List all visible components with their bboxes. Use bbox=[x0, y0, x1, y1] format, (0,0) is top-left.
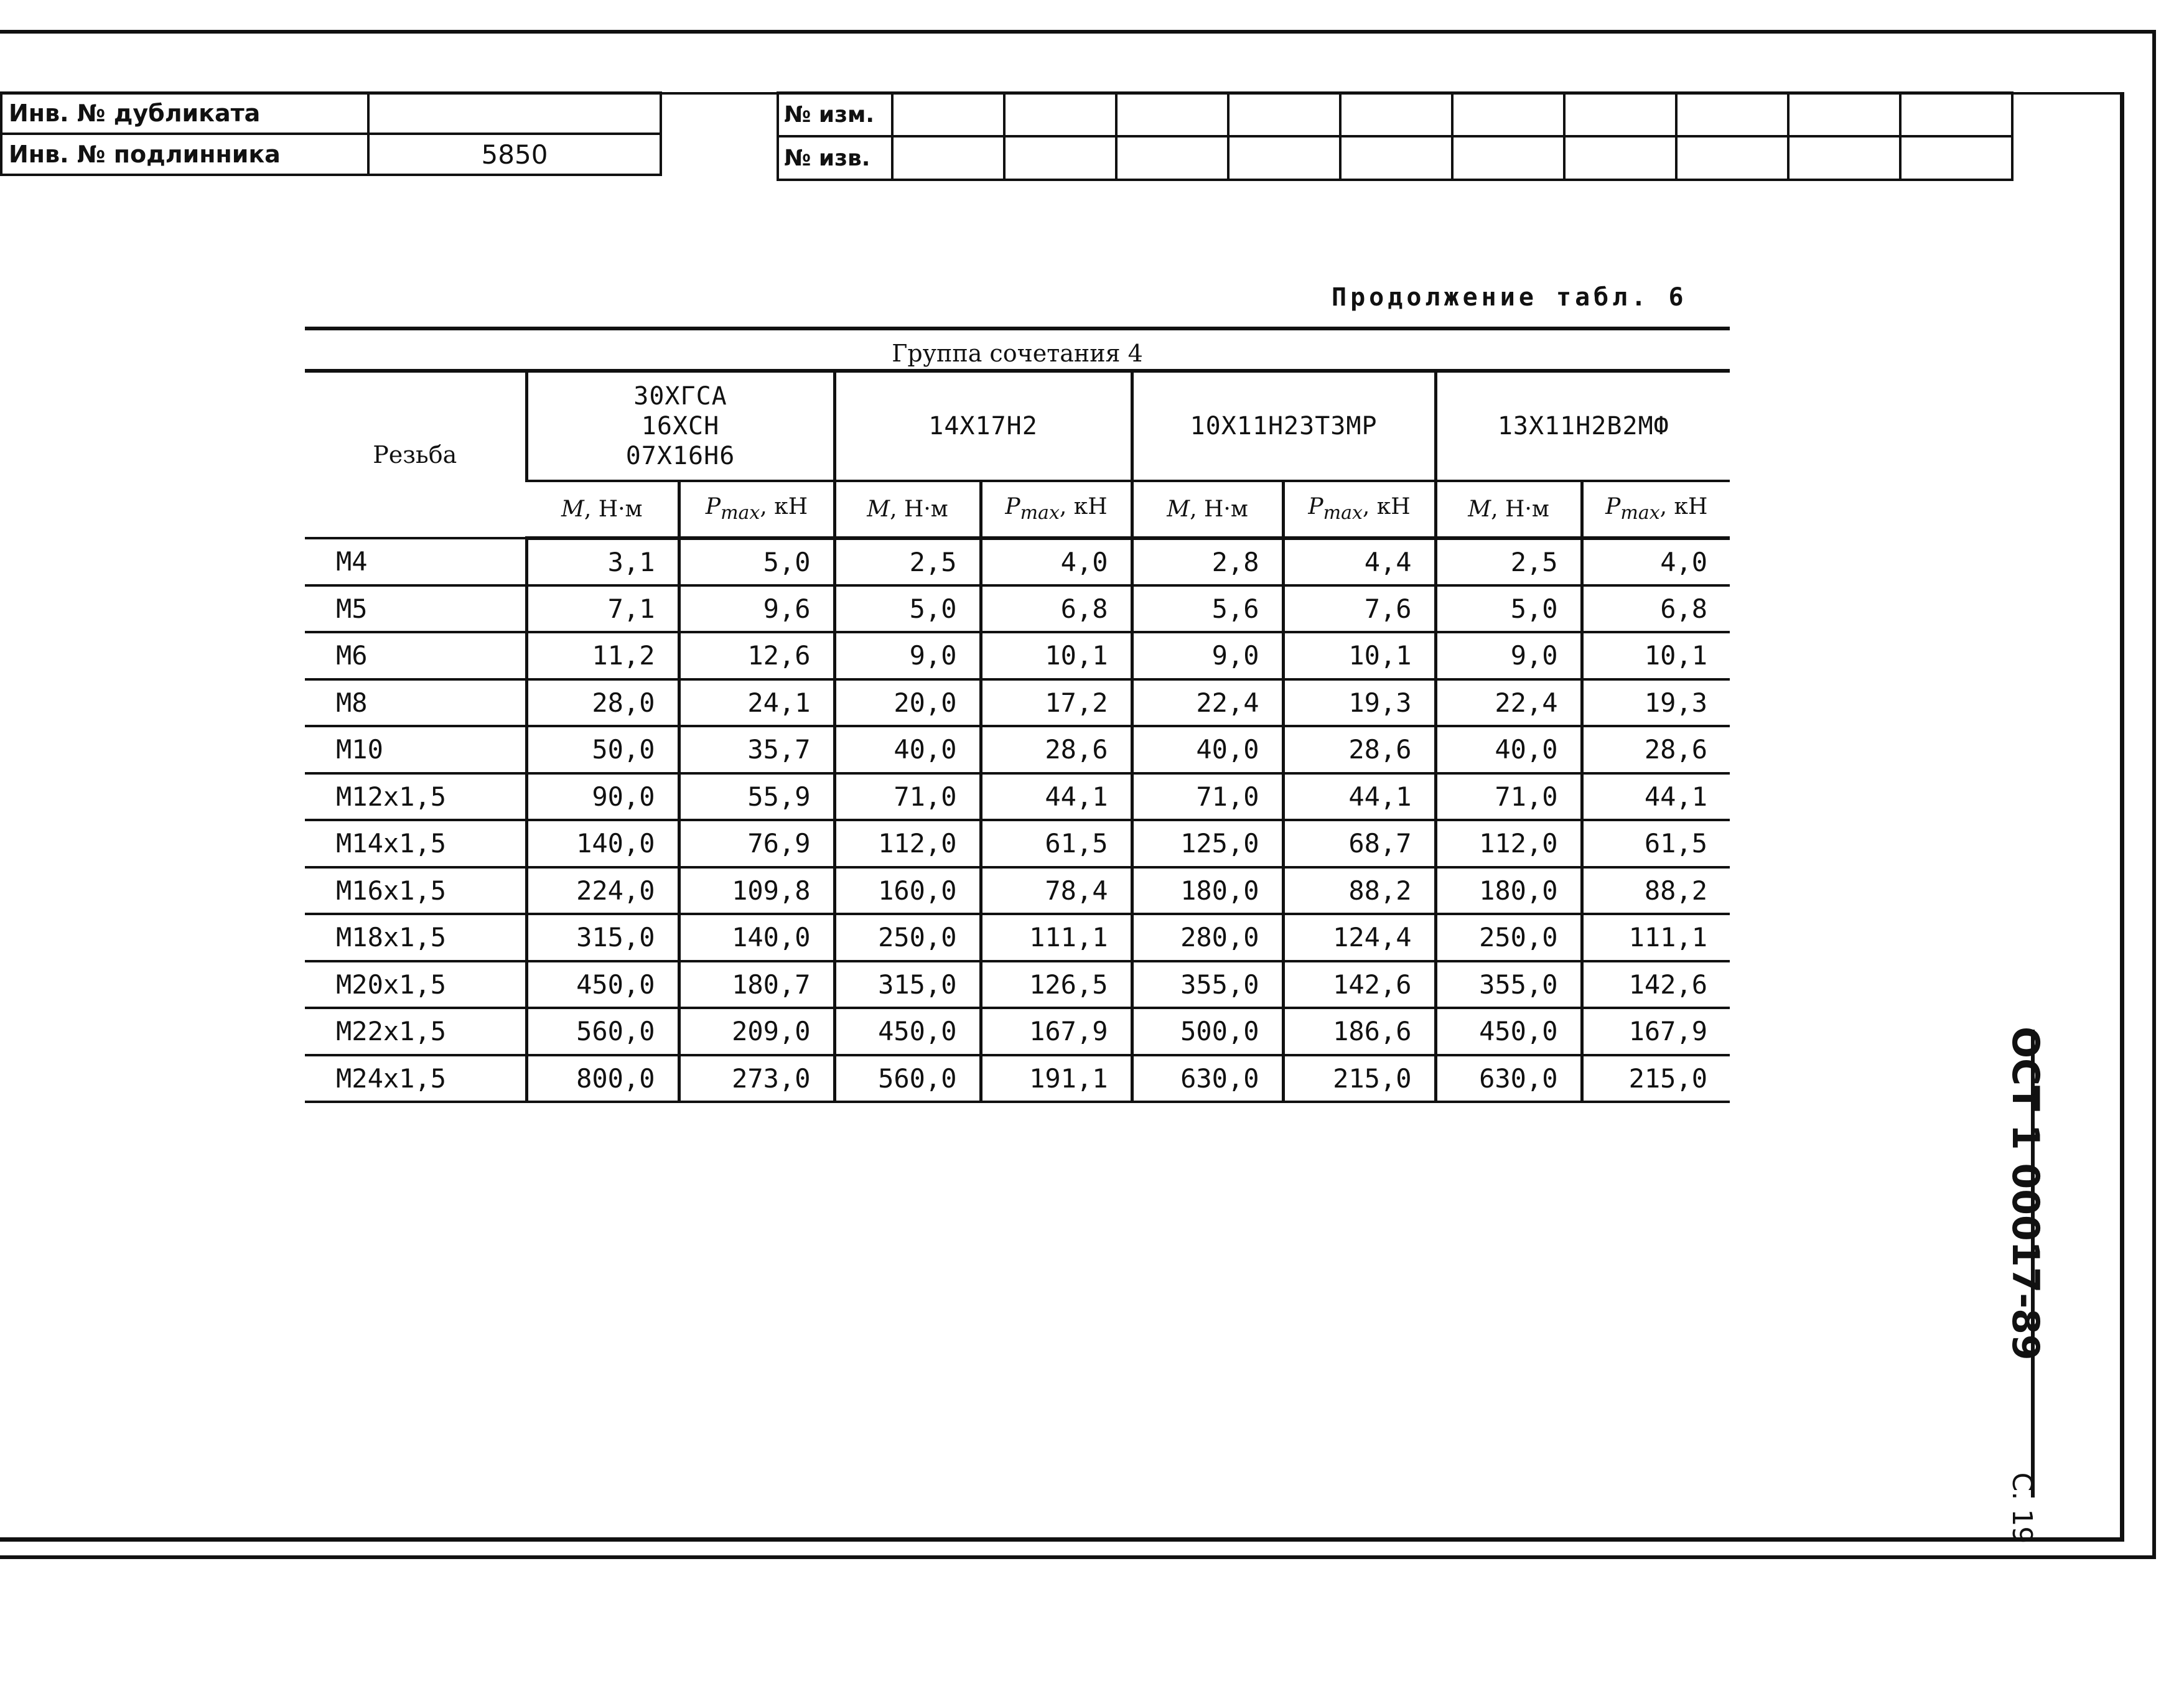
thread-header: Резьба bbox=[305, 373, 526, 538]
force-value-cell: 124,4 bbox=[1283, 914, 1435, 961]
force-value-cell: 88,2 bbox=[1283, 867, 1435, 915]
table-row bbox=[305, 726, 1730, 773]
torque-value-cell: 180,0 bbox=[1132, 867, 1283, 915]
stamp-cell bbox=[1228, 93, 1340, 136]
force-value-cell: 215,0 bbox=[1283, 1055, 1435, 1102]
torque-table-wrap bbox=[305, 327, 1730, 1103]
torque-value-cell: 560,0 bbox=[526, 1008, 679, 1055]
force-value-cell: 10,1 bbox=[1582, 632, 1730, 679]
torque-value-cell: 180,0 bbox=[1435, 867, 1582, 915]
torque-value-cell: 250,0 bbox=[834, 914, 981, 961]
force-value-cell: 4,0 bbox=[981, 538, 1132, 585]
stamp-cell bbox=[1564, 136, 1676, 180]
force-value-cell: 19,3 bbox=[1283, 679, 1435, 727]
torque-value-cell: 9,0 bbox=[1435, 632, 1582, 679]
stamp-cell bbox=[1564, 93, 1676, 136]
torque-unit-header bbox=[834, 481, 981, 538]
force-unit: , кН bbox=[1059, 494, 1108, 520]
torque-value-cell: 50,0 bbox=[526, 726, 679, 773]
stamp-cell bbox=[1004, 136, 1116, 180]
stamp-cell bbox=[1452, 136, 1564, 180]
force-value-cell: 191,1 bbox=[981, 1055, 1132, 1102]
force-value-cell: 28,6 bbox=[1582, 726, 1730, 773]
stamp-cell bbox=[1676, 136, 1788, 180]
torque-value-cell: 630,0 bbox=[1132, 1055, 1283, 1102]
steel-grade-header bbox=[1435, 373, 1730, 481]
thread-size-cell: M24x1,5 bbox=[305, 1055, 526, 1102]
table-row bbox=[305, 914, 1730, 961]
force-value-cell: 12,6 bbox=[679, 632, 834, 679]
force-value-cell: 78,4 bbox=[981, 867, 1132, 915]
force-value-cell: 9,6 bbox=[679, 585, 834, 633]
force-symbol: P bbox=[1605, 494, 1621, 520]
torque-value-cell: 112,0 bbox=[834, 820, 981, 867]
torque-unit: , Н·м bbox=[1491, 496, 1549, 522]
torque-symbol: M bbox=[1167, 496, 1190, 522]
force-value-cell: 19,3 bbox=[1582, 679, 1730, 727]
force-value-cell: 10,1 bbox=[1283, 632, 1435, 679]
torque-symbol: M bbox=[561, 496, 584, 522]
force-value-cell: 7,6 bbox=[1283, 585, 1435, 633]
force-symbol: P bbox=[1308, 494, 1323, 520]
stamp-row-notice-no bbox=[778, 136, 2012, 180]
stamp-cell bbox=[1004, 93, 1116, 136]
thread-size-cell: M8 bbox=[305, 679, 526, 727]
force-value-cell: 55,9 bbox=[679, 773, 834, 821]
torque-value-cell: 125,0 bbox=[1132, 820, 1283, 867]
torque-value-cell: 280,0 bbox=[1132, 914, 1283, 961]
thread-size-cell: M10 bbox=[305, 726, 526, 773]
force-unit-header bbox=[1283, 481, 1435, 538]
document-code: ОСТ 1 00017-89 bbox=[2004, 1027, 2047, 1361]
stamp-cell bbox=[1900, 93, 2012, 136]
steel-grade-line: 07Х16Н6 bbox=[625, 442, 735, 470]
stamp-cell bbox=[1228, 136, 1340, 180]
force-value-cell: 24,1 bbox=[679, 679, 834, 727]
stamp-cell bbox=[1340, 93, 1452, 136]
force-value-cell: 6,8 bbox=[1582, 585, 1730, 633]
side-code-text bbox=[2004, 1027, 2047, 1544]
torque-value-cell: 112,0 bbox=[1435, 820, 1582, 867]
steel-grade-line: 30ХГСА bbox=[633, 382, 727, 411]
torque-value-cell: 40,0 bbox=[1132, 726, 1283, 773]
torque-value-cell: 140,0 bbox=[526, 820, 679, 867]
force-value-cell: 4,4 bbox=[1283, 538, 1435, 585]
stamp-cell bbox=[1788, 93, 1900, 136]
table-row bbox=[305, 1008, 1730, 1055]
stamp-cell bbox=[892, 136, 1004, 180]
stamp-cell bbox=[1116, 136, 1228, 180]
header-row-grades bbox=[305, 373, 1730, 481]
torque-value-cell: 22,4 bbox=[1435, 679, 1582, 727]
torque-value-cell: 560,0 bbox=[834, 1055, 981, 1102]
force-value-cell: 61,5 bbox=[981, 820, 1132, 867]
stamp-cell bbox=[1116, 93, 1228, 136]
torque-value-cell: 450,0 bbox=[1435, 1008, 1582, 1055]
force-value-cell: 88,2 bbox=[1582, 867, 1730, 915]
table-caption: Продолжение табл. 6 bbox=[1332, 283, 1687, 312]
table-row bbox=[305, 773, 1730, 821]
torque-value-cell: 315,0 bbox=[834, 961, 981, 1008]
torque-value-cell: 3,1 bbox=[526, 538, 679, 585]
torque-value-cell: 355,0 bbox=[1435, 961, 1582, 1008]
torque-value-cell: 450,0 bbox=[834, 1008, 981, 1055]
torque-symbol: M bbox=[867, 496, 890, 522]
torque-value-cell: 90,0 bbox=[526, 773, 679, 821]
torque-unit-header bbox=[526, 481, 679, 538]
torque-value-cell: 355,0 bbox=[1132, 961, 1283, 1008]
torque-value-cell: 71,0 bbox=[1132, 773, 1283, 821]
torque-value-cell: 5,0 bbox=[834, 585, 981, 633]
stamp-cell bbox=[1900, 136, 2012, 180]
force-symbol: P bbox=[1005, 494, 1020, 520]
torque-value-cell: 315,0 bbox=[526, 914, 679, 961]
force-value-cell: 111,1 bbox=[981, 914, 1132, 961]
torque-value-cell: 5,0 bbox=[1435, 585, 1582, 633]
force-value-cell: 111,1 bbox=[1582, 914, 1730, 961]
torque-value-cell: 28,0 bbox=[526, 679, 679, 727]
torque-unit: , Н·м bbox=[890, 496, 948, 522]
stamp-cell bbox=[1676, 93, 1788, 136]
stamp-row-duplicate bbox=[1, 93, 661, 134]
torque-value-cell: 40,0 bbox=[834, 726, 981, 773]
force-unit: , кН bbox=[1659, 494, 1708, 520]
thread-size-cell: M5 bbox=[305, 585, 526, 633]
torque-value-cell: 20,0 bbox=[834, 679, 981, 727]
table-row bbox=[305, 961, 1730, 1008]
steel-grade-line: 14Х17Н2 bbox=[928, 412, 1038, 440]
stamp-label: № изм. bbox=[778, 93, 892, 136]
table-row bbox=[305, 632, 1730, 679]
torque-value-cell: 500,0 bbox=[1132, 1008, 1283, 1055]
steel-grade-header bbox=[526, 373, 834, 481]
force-value-cell: 68,7 bbox=[1283, 820, 1435, 867]
torque-table bbox=[305, 373, 1730, 1103]
force-value-cell: 44,1 bbox=[981, 773, 1132, 821]
stamp-row-original bbox=[1, 134, 661, 175]
stamp-cell bbox=[1452, 93, 1564, 136]
torque-value-cell: 2,5 bbox=[1435, 538, 1582, 585]
force-value-cell: 61,5 bbox=[1582, 820, 1730, 867]
inventory-stamp bbox=[0, 91, 662, 176]
table-row bbox=[305, 1055, 1730, 1102]
torque-value-cell: 9,0 bbox=[1132, 632, 1283, 679]
torque-unit-header bbox=[1435, 481, 1582, 538]
steel-grade-line: 16ХСН bbox=[641, 412, 720, 440]
force-value-cell: 109,8 bbox=[679, 867, 834, 915]
force-value-cell: 44,1 bbox=[1582, 773, 1730, 821]
torque-value-cell: 71,0 bbox=[1435, 773, 1582, 821]
force-value-cell: 28,6 bbox=[981, 726, 1132, 773]
torque-value-cell: 224,0 bbox=[526, 867, 679, 915]
force-value-cell: 44,1 bbox=[1283, 773, 1435, 821]
thread-size-cell: M16x1,5 bbox=[305, 867, 526, 915]
torque-value-cell: 5,6 bbox=[1132, 585, 1283, 633]
torque-value-cell: 800,0 bbox=[526, 1055, 679, 1102]
stamp-value: 5850 bbox=[368, 134, 661, 175]
torque-value-cell: 630,0 bbox=[1435, 1055, 1582, 1102]
torque-value-cell: 40,0 bbox=[1435, 726, 1582, 773]
torque-value-cell: 250,0 bbox=[1435, 914, 1582, 961]
force-value-cell: 6,8 bbox=[981, 585, 1132, 633]
force-unit: , кН bbox=[760, 494, 808, 520]
table-row bbox=[305, 538, 1730, 585]
thread-size-cell: M12x1,5 bbox=[305, 773, 526, 821]
torque-unit-header bbox=[1132, 481, 1283, 538]
thread-size-cell: M4 bbox=[305, 538, 526, 585]
change-stamp bbox=[777, 91, 2014, 181]
force-value-cell: 142,6 bbox=[1283, 961, 1435, 1008]
stamp-cell bbox=[892, 93, 1004, 136]
force-subscript: max bbox=[1020, 502, 1060, 524]
steel-grade-header bbox=[834, 373, 1132, 481]
force-value-cell: 180,7 bbox=[679, 961, 834, 1008]
torque-value-cell: 9,0 bbox=[834, 632, 981, 679]
force-value-cell: 17,2 bbox=[981, 679, 1132, 727]
table-row bbox=[305, 679, 1730, 727]
table-row bbox=[305, 820, 1730, 867]
stamp-value bbox=[368, 93, 661, 134]
table-row bbox=[305, 867, 1730, 915]
torque-value-cell: 450,0 bbox=[526, 961, 679, 1008]
torque-value-cell: 2,5 bbox=[834, 538, 981, 585]
force-value-cell: 76,9 bbox=[679, 820, 834, 867]
torque-value-cell: 22,4 bbox=[1132, 679, 1283, 727]
torque-value-cell: 160,0 bbox=[834, 867, 981, 915]
force-value-cell: 142,6 bbox=[1582, 961, 1730, 1008]
thread-size-cell: M20x1,5 bbox=[305, 961, 526, 1008]
stamp-label: Инв. № дубликата bbox=[1, 93, 368, 134]
force-unit: , кН bbox=[1362, 494, 1411, 520]
torque-unit: , Н·м bbox=[1190, 496, 1248, 522]
stamp-label: № изв. bbox=[778, 136, 892, 180]
thread-size-cell: M14x1,5 bbox=[305, 820, 526, 867]
force-value-cell: 35,7 bbox=[679, 726, 834, 773]
force-value-cell: 167,9 bbox=[1582, 1008, 1730, 1055]
torque-symbol: M bbox=[1468, 496, 1491, 522]
stamp-label: Инв. № подлинника bbox=[1, 134, 368, 175]
force-unit-header bbox=[1582, 481, 1730, 538]
force-symbol: P bbox=[705, 494, 721, 520]
table-row bbox=[305, 585, 1730, 633]
force-value-cell: 5,0 bbox=[679, 538, 834, 585]
torque-unit: , Н·м bbox=[584, 496, 643, 522]
stamp-row-change-no bbox=[778, 93, 2012, 136]
thread-size-cell: M6 bbox=[305, 632, 526, 679]
force-unit-header bbox=[679, 481, 834, 538]
torque-value-cell: 7,1 bbox=[526, 585, 679, 633]
page-number: С. 19 bbox=[2006, 1472, 2038, 1544]
steel-grade-header bbox=[1132, 373, 1435, 481]
steel-grade-line: 10Х11Н23Т3МР bbox=[1190, 412, 1378, 440]
thread-size-cell: M22x1,5 bbox=[305, 1008, 526, 1055]
stamp-cell bbox=[1788, 136, 1900, 180]
force-value-cell: 4,0 bbox=[1582, 538, 1730, 585]
side-code-block bbox=[2004, 1027, 2081, 1686]
torque-value-cell: 2,8 bbox=[1132, 538, 1283, 585]
stamp-cell bbox=[1340, 136, 1452, 180]
force-subscript: max bbox=[721, 502, 760, 524]
group-title: Группа сочетания 4 bbox=[305, 327, 1730, 373]
force-value-cell: 273,0 bbox=[679, 1055, 834, 1102]
force-value-cell: 209,0 bbox=[679, 1008, 834, 1055]
force-value-cell: 167,9 bbox=[981, 1008, 1132, 1055]
force-unit-header bbox=[981, 481, 1132, 538]
force-value-cell: 215,0 bbox=[1582, 1055, 1730, 1102]
force-value-cell: 10,1 bbox=[981, 632, 1132, 679]
force-value-cell: 28,6 bbox=[1283, 726, 1435, 773]
force-value-cell: 126,5 bbox=[981, 961, 1132, 1008]
force-value-cell: 186,6 bbox=[1283, 1008, 1435, 1055]
torque-value-cell: 11,2 bbox=[526, 632, 679, 679]
force-value-cell: 140,0 bbox=[679, 914, 834, 961]
force-subscript: max bbox=[1620, 502, 1660, 524]
thread-size-cell: M18x1,5 bbox=[305, 914, 526, 961]
force-subscript: max bbox=[1323, 502, 1363, 524]
torque-value-cell: 71,0 bbox=[834, 773, 981, 821]
steel-grade-line: 13Х11Н2В2МФ bbox=[1497, 412, 1669, 440]
